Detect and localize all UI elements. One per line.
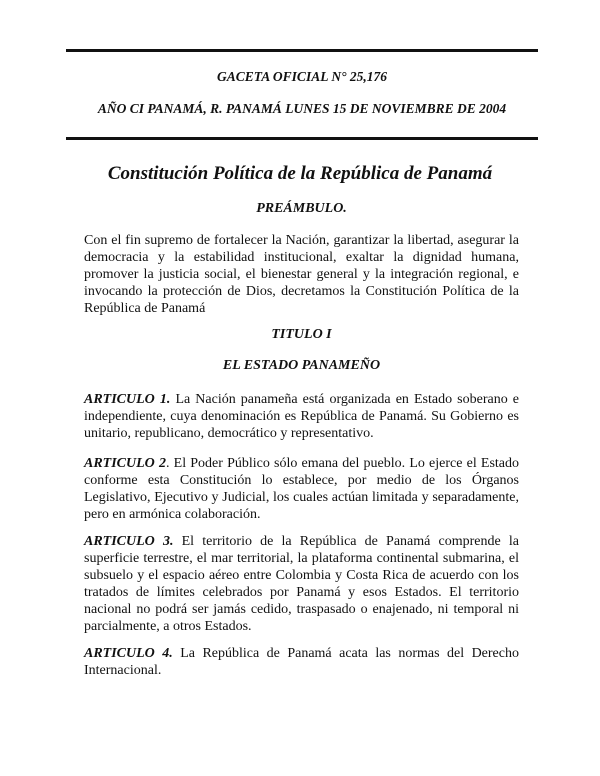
article-4-label: ARTICULO 4.	[84, 646, 173, 661]
preamble-heading: PREÁMBULO.	[256, 201, 347, 216]
article-2-label: ARTICULO 2	[84, 456, 166, 471]
article-2-text: . El Poder Público sólo emana del pueblo. Lo ejerce el Estado conforme esta Constitución lo establece, por medio de los Órganos Legislativo, Ejecutivo y Judicial, los cuales actúan limitada y separadamente, pero en armónica colaboración.	[84, 456, 519, 522]
article-3-label: ARTICULO 3.	[84, 534, 174, 549]
preamble-text: Con el fin supremo de fortalecer la Nación, garantizar la libertad, asegurar la democracia y la estabilidad institucional, exaltar la dignidad humana, promover la justicia social, el bienestar general y la integración regional, e invocando la protección de Dios, decretamos la Constitución Política de la República de Panamá	[84, 233, 519, 316]
article-2	[84, 455, 519, 523]
article-1	[84, 391, 519, 442]
article-3	[84, 533, 519, 635]
gazette-date-line: AÑO CI PANAMÁ, R. PANAMÁ LUNES 15 DE NOVIEMBRE DE 2004	[97, 101, 507, 116]
article-1-text: La Nación panameña está organizada en Estado soberano e independiente, cuya denominación es República de Panamá. Su Gobierno es unitario, republicano, democrático y representativo.	[84, 392, 519, 441]
article-4-text: La República de Panamá acata las normas del Derecho Internacional.	[84, 646, 519, 678]
document-title: Constitución Política de la República de Panamá	[107, 163, 493, 184]
article-1-label: ARTICULO 1.	[84, 392, 171, 407]
header-bottom-rule	[66, 137, 538, 140]
article-3-text: El territorio de la República de Panamá comprende la superficie terrestre, el mar territorial, la plataforma continental submarina, el subsuelo y el espacio aéreo entre Colombia y Costa Rica de acuerdo con los tratados de límites celebrados por Panamá y esos Estados. El territorio nacional no podrá ser jamás cedido, traspasado o enajenado, ni temporal ni parcialmente, a otros Estados.	[84, 534, 519, 634]
title-heading: TITULO I	[271, 327, 332, 342]
title-subheading: EL ESTADO PANAMEÑO	[222, 358, 381, 373]
header-top-rule	[66, 49, 538, 52]
article-4	[84, 645, 519, 679]
gazette-number: GACETA OFICIAL N° 25,176	[217, 69, 387, 84]
